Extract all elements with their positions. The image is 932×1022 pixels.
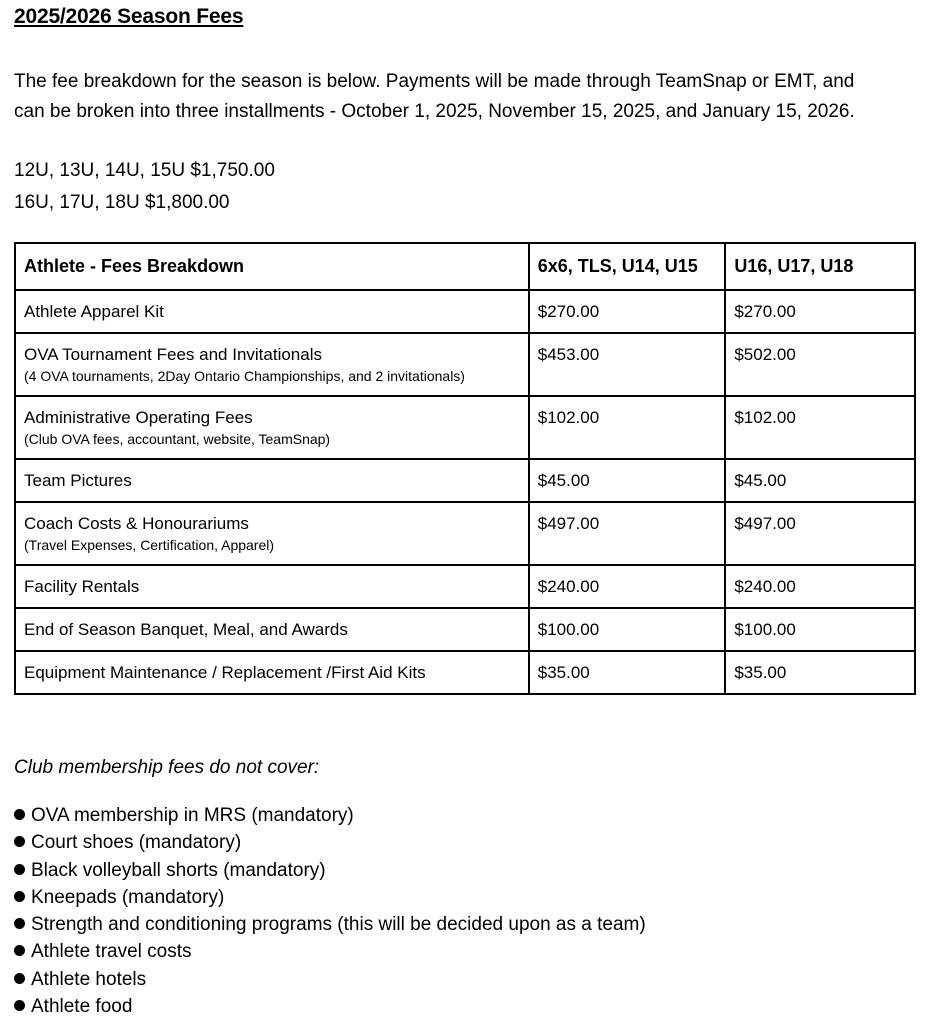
row-fee-older: $497.00 [725, 502, 915, 565]
fees-breakdown-table [14, 242, 916, 695]
bullet-icon [14, 809, 25, 820]
bullet-icon [14, 973, 25, 984]
row-label: Team Pictures [15, 459, 529, 502]
bullet-icon [14, 864, 25, 875]
header-younger-groups: 6x6, TLS, U14, U15 [529, 243, 726, 290]
row-label: OVA Tournament Fees and Invitationals (4 OVA tournaments, 2Day Ontario Championships, and 2 invitationals) [15, 333, 529, 396]
row-fee-older: $270.00 [725, 290, 915, 333]
list-item: Court shoes (mandatory) [14, 829, 646, 856]
row-fee-younger: $100.00 [529, 608, 726, 651]
table-row [15, 290, 915, 333]
list-item: Strength and conditioning programs (this will be decided upon as a team) [14, 911, 646, 938]
row-fee-younger: $497.00 [529, 502, 726, 565]
not-covered-list [14, 802, 646, 1020]
list-item: OVA membership in MRS (mandatory) [14, 802, 646, 829]
row-fee-older: $100.00 [725, 608, 915, 651]
row-label: Coach Costs & Honourariums (Travel Expenses, Certification, Apparel) [15, 502, 529, 565]
row-fee-older: $240.00 [725, 565, 915, 608]
price-line-younger: 12U, 13U, 14U, 15U $1,750.00 [14, 160, 275, 181]
table-row [15, 651, 915, 694]
table-header-row [15, 243, 915, 290]
row-fee-older: $35.00 [725, 651, 915, 694]
intro-line-1: The fee breakdown for the season is below. Payments will be made through TeamSnap or EMT, and [14, 71, 855, 92]
table-row [15, 608, 915, 651]
list-item: Kneepads (mandatory) [14, 884, 646, 911]
row-note: (Travel Expenses, Certification, Apparel) [24, 537, 275, 553]
list-item: Athlete food [14, 993, 646, 1020]
row-label: Facility Rentals [15, 565, 529, 608]
intro-paragraph [14, 67, 914, 127]
intro-line-2: can be broken into three installments - October 1, 2025, November 15, 2025, and January 15, 2026. [14, 101, 855, 122]
header-category: Athlete - Fees Breakdown [15, 243, 529, 290]
row-label: Administrative Operating Fees (Club OVA fees, accountant, website, TeamSnap) [15, 396, 529, 459]
table-row [15, 333, 915, 396]
row-note: (Club OVA fees, accountant, website, TeamSnap) [24, 431, 331, 447]
row-fee-younger: $453.00 [529, 333, 726, 396]
row-fee-older: $102.00 [725, 396, 915, 459]
row-label: End of Season Banquet, Meal, and Awards [15, 608, 529, 651]
bullet-icon [14, 918, 25, 929]
row-fee-older: $502.00 [725, 333, 915, 396]
table-row [15, 502, 915, 565]
row-fee-older: $45.00 [725, 459, 915, 502]
table-row [15, 459, 915, 502]
page-title: 2025/2026 Season Fees [14, 5, 244, 28]
bullet-icon [14, 891, 25, 902]
list-item: Black volleyball shorts (mandatory) [14, 857, 646, 884]
price-summary [14, 155, 275, 219]
table-row [15, 396, 915, 459]
row-fee-younger: $270.00 [529, 290, 726, 333]
header-older-groups: U16, U17, U18 [725, 243, 915, 290]
bullet-icon [14, 945, 25, 956]
row-fee-younger: $240.00 [529, 565, 726, 608]
list-item: Athlete hotels [14, 966, 646, 993]
price-line-older: 16U, 17U, 18U $1,800.00 [14, 192, 230, 213]
bullet-icon [14, 1000, 25, 1011]
row-fee-younger: $35.00 [529, 651, 726, 694]
list-item: Athlete travel costs [14, 938, 646, 965]
table-row [15, 565, 915, 608]
not-covered-heading: Club membership fees do not cover: [14, 757, 320, 778]
row-note: (4 OVA tournaments, 2Day Ontario Championships, and 2 invitationals) [24, 368, 465, 384]
bullet-icon [14, 836, 25, 847]
row-fee-younger: $102.00 [529, 396, 726, 459]
row-fee-younger: $45.00 [529, 459, 726, 502]
row-label: Equipment Maintenance / Replacement /First Aid Kits [15, 651, 529, 694]
row-label: Athlete Apparel Kit [15, 290, 529, 333]
